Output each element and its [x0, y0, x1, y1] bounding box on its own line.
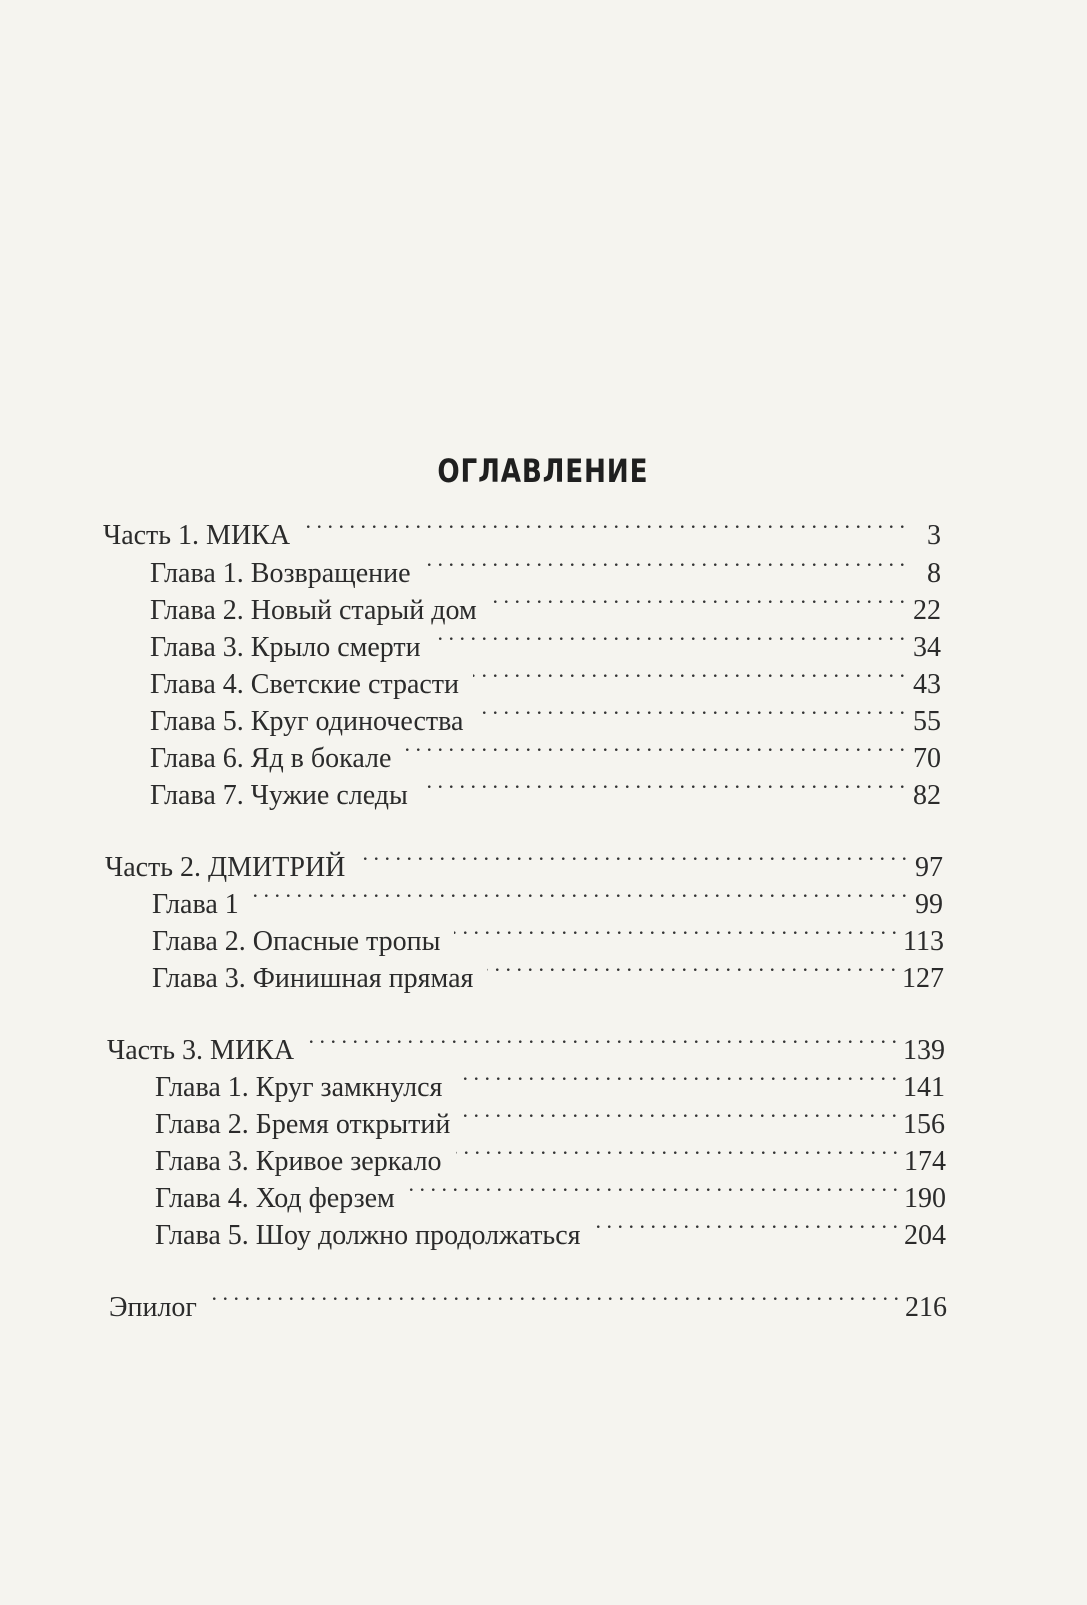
dot-leader — [464, 1099, 897, 1133]
dot-leader — [304, 510, 905, 544]
toc-entry-label: Глава 3. Кривое зеркало — [155, 1146, 442, 1177]
toc-entry-chapter — [150, 696, 941, 737]
dot-leader — [454, 916, 897, 950]
toc-entry-page: 22 — [913, 595, 941, 626]
toc-entry-page: 127 — [902, 963, 944, 994]
dot-leader — [487, 953, 896, 987]
toc-entry-label: Часть 3. МИКА — [107, 1035, 295, 1066]
toc-entry-label: Глава 7. Чужие следы — [150, 780, 408, 811]
dot-leader — [491, 585, 905, 619]
dot-leader — [422, 770, 905, 804]
dot-leader — [425, 548, 905, 582]
dot-leader — [456, 1062, 897, 1096]
dot-leader — [473, 659, 905, 693]
toc-entry-chapter — [155, 1099, 945, 1140]
toc-entry-chapter — [150, 548, 941, 589]
toc-entry-label: Глава 5. Шоу должно продолжаться — [155, 1220, 581, 1251]
toc-entry-label: Глава 6. Яд в бокале — [150, 743, 392, 774]
toc-entry-chapter — [150, 585, 941, 626]
dot-leader — [477, 696, 905, 730]
toc-entry-label: Глава 4. Светские страсти — [150, 669, 460, 700]
toc-entry-page: 190 — [904, 1183, 946, 1214]
toc-entry-label: Часть 1. МИКА — [103, 520, 291, 551]
toc-entry-page: 97 — [915, 852, 943, 883]
dot-leader — [359, 842, 907, 876]
toc-entry-part-1 — [103, 510, 941, 551]
toc-entry-page: 43 — [913, 669, 941, 700]
toc-entry-label: Эпилог — [109, 1292, 197, 1323]
toc-entry-page: 174 — [904, 1146, 946, 1177]
dot-leader — [595, 1210, 898, 1244]
toc-entry-label: Глава 2. Новый старый дом — [150, 595, 477, 626]
toc-entry-label: Глава 5. Круг одиночества — [150, 706, 464, 737]
toc-entry-label: Глава 1 — [152, 889, 239, 920]
toc-entry-chapter — [150, 770, 941, 811]
toc-entry-label: Глава 4. Ход ферзем — [155, 1183, 395, 1214]
toc-entry-label: Глава 2. Бремя открытий — [155, 1109, 451, 1140]
toc-entry-page: 204 — [904, 1220, 946, 1251]
toc-entry-page: 55 — [913, 706, 941, 737]
dot-leader — [211, 1282, 899, 1316]
dot-leader — [456, 1136, 898, 1170]
dot-leader — [435, 622, 905, 656]
toc-entry-page: 99 — [915, 889, 943, 920]
toc-entry-part-2 — [105, 842, 943, 883]
dot-leader — [308, 1025, 897, 1059]
toc-entry-label: Глава 3. Крыло смерти — [150, 632, 421, 663]
toc-entry-chapter — [152, 916, 944, 957]
toc-entry-label: Часть 2. ДМИТРИЙ — [105, 852, 346, 883]
toc-entry-chapter — [155, 1210, 946, 1251]
toc-entry-label: Глава 1. Возвращение — [150, 558, 411, 589]
toc-entry-page: 8 — [927, 558, 941, 589]
toc-entry-page: 34 — [913, 632, 941, 663]
toc-entry-label: Глава 3. Финишная прямая — [152, 963, 474, 994]
toc-entry-page: 216 — [905, 1292, 947, 1323]
toc-entry-chapter — [155, 1062, 945, 1103]
toc-entry-epilogue — [109, 1282, 947, 1323]
toc-entry-page: 141 — [903, 1072, 945, 1103]
toc-entry-chapter — [155, 1136, 946, 1177]
toc-entry-part-3 — [107, 1025, 945, 1066]
toc-entry-chapter — [150, 659, 941, 700]
toc-entry-page: 156 — [903, 1109, 945, 1140]
toc-title: ОГЛАВЛЕНИЕ — [437, 452, 649, 490]
toc-entry-chapter — [150, 622, 941, 663]
dot-leader — [405, 733, 905, 767]
toc-entry-chapter — [152, 879, 943, 920]
toc-entry-chapter — [155, 1173, 946, 1214]
dot-leader — [409, 1173, 898, 1207]
toc-entry-page: 82 — [913, 780, 941, 811]
toc-entry-page: 70 — [913, 743, 941, 774]
toc-entry-label: Глава 2. Опасные тропы — [152, 926, 441, 957]
toc-entry-page: 113 — [903, 926, 944, 957]
toc-entry-chapter — [150, 733, 941, 774]
toc-entry-page: 139 — [903, 1035, 945, 1066]
dot-leader — [253, 879, 907, 913]
toc-entry-chapter — [152, 953, 944, 994]
toc-entry-page: 3 — [927, 520, 941, 551]
toc-entry-label: Глава 1. Круг замкнулся — [155, 1072, 443, 1103]
